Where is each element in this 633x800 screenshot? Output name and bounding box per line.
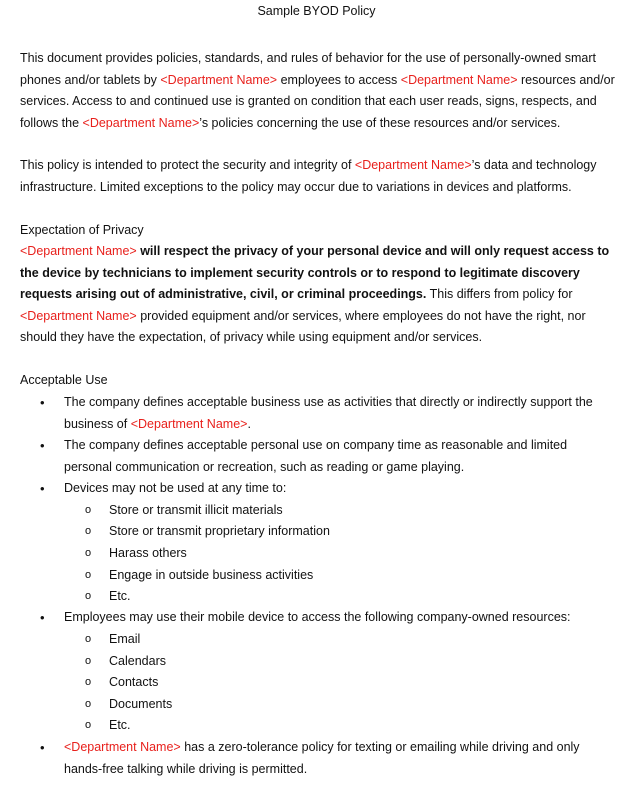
department-placeholder: <Department Name>: [20, 308, 137, 323]
sub-bullet-icon: o: [85, 525, 92, 537]
list-item: <Department Name> has a zero-tolerance policy for texting or emailing while driving and only hands-free talking while driving is permitted.: [64, 740, 580, 776]
sub-list-item: Harass others: [109, 546, 187, 560]
sub-list-item: Calendars: [109, 654, 166, 668]
sub-bullet-icon: o: [85, 719, 92, 731]
intro-paragraph-2: This policy is intended to protect the security and integrity of <Department Name>’s data and technology infrastructure. Limited exceptions to the policy may occur due to variations in devices and platforms.: [20, 158, 597, 194]
bullet-icon: •: [40, 740, 45, 755]
bullet-icon: •: [40, 438, 45, 453]
sub-list-item: Etc.: [109, 718, 131, 732]
department-placeholder: <Department Name>: [354, 158, 472, 172]
department-placeholder: <Department Name>: [130, 416, 248, 431]
document-title: Sample BYOD Policy: [257, 4, 376, 18]
sub-list-item: Email: [109, 632, 141, 646]
department-placeholder: <Department Name>: [64, 740, 181, 754]
list-item: The company defines acceptable personal use on company time as reasonable and limited personal communication or recreation, such as reading or game playing.: [64, 438, 568, 474]
sub-bullet-icon: o: [85, 547, 92, 559]
sub-list-item: Store or transmit proprietary information: [109, 524, 330, 538]
sub-bullet-icon: o: [85, 698, 92, 710]
sub-list-item: Contacts: [109, 675, 159, 689]
sub-bullet-icon: o: [85, 676, 92, 688]
list-item: Employees may use their mobile device to access the following company-owned resources:: [64, 610, 571, 624]
department-placeholder: <Department Name>: [400, 72, 518, 87]
department-placeholder: <Department Name>: [160, 72, 278, 87]
bullet-icon: •: [40, 395, 45, 410]
intro-paragraph-1: This document provides policies, standards, and rules of behavior for the use of personally-owned smart phones and/or tablets by <Department Name> employees to access <Department Name> resources and/or services. Access to and continued use is granted on condition that each user reads, signs, respects, and follows the <Department Name>’s policies concerning the use of these resources and/or services.: [20, 51, 615, 130]
sub-bullet-icon: o: [85, 655, 92, 667]
sub-list-item: Store or transmit illicit materials: [109, 503, 283, 517]
bullet-icon: •: [40, 610, 45, 625]
sub-bullet-icon: o: [85, 590, 92, 602]
list-item: The company defines acceptable business use as activities that directly or indirectly support the business of <Department Name>.: [64, 395, 593, 431]
sub-list-item: Etc.: [109, 589, 131, 603]
list-item: Devices may not be used at any time to:: [64, 481, 287, 495]
acceptable-use-heading: Acceptable Use: [20, 373, 108, 387]
bullet-icon: •: [40, 481, 45, 496]
department-placeholder: <Department Name>: [20, 244, 137, 258]
sub-list-item: Engage in outside business activities: [109, 568, 314, 582]
sub-list-item: Documents: [109, 697, 173, 711]
privacy-heading: Expectation of Privacy: [20, 223, 144, 237]
department-placeholder: <Department Name>: [82, 115, 200, 130]
sub-bullet-icon: o: [85, 504, 92, 516]
sub-bullet-icon: o: [85, 569, 92, 581]
privacy-paragraph: <Department Name> will respect the privacy of your personal device and will only request access to the device by technicians to implement security controls or to respond to legitimate discovery requests arising out of administrative, civil, or criminal proceedings. This differs from policy for <Department Name> provided equipment and/or services, where employees do not have the right, nor should they have the expectation, of privacy while using equipment and/or services.: [20, 244, 610, 345]
sub-bullet-icon: o: [85, 633, 92, 645]
